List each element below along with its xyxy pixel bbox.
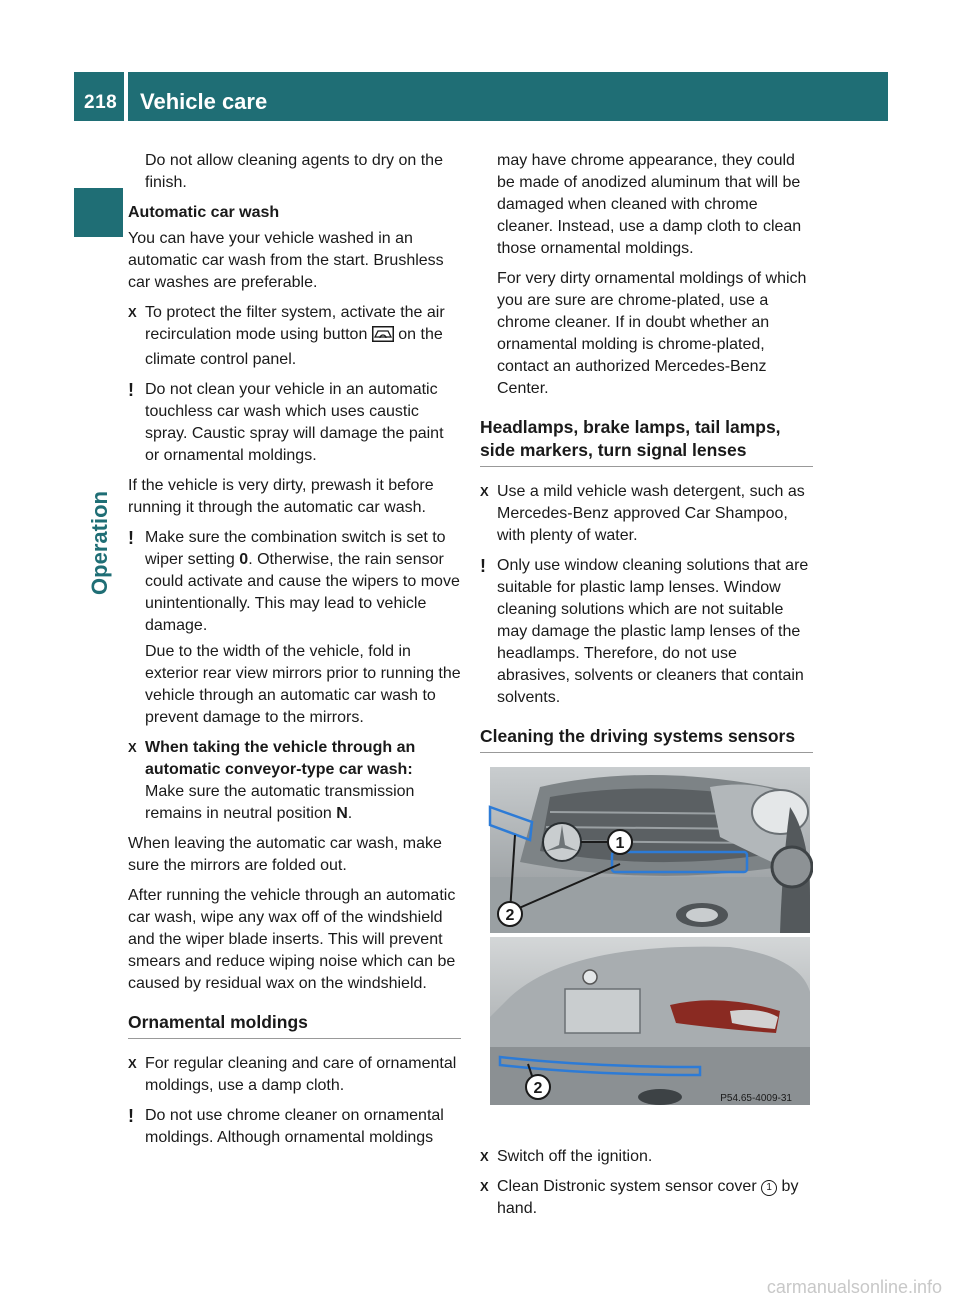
warning-icon: ! — [128, 1106, 134, 1126]
sensor-figure-image — [480, 767, 813, 1127]
right-column — [480, 150, 813, 1228]
instruction-text: Make sure the automatic transmission remains in neutral position — [145, 783, 415, 822]
instruction-item — [128, 302, 461, 371]
instruction-text: Switch off the ignition. — [497, 1148, 653, 1165]
header-divider — [124, 72, 128, 121]
callout-2-front: 2 — [505, 907, 515, 924]
paragraph: Do not allow cleaning agents to dry on the finish. — [145, 152, 443, 191]
side-tab — [80, 488, 120, 598]
warning-icon: ! — [480, 556, 486, 576]
wiper-setting-value: 0 — [239, 551, 249, 568]
instruction-item — [480, 1176, 813, 1220]
callout-1: 1 — [615, 835, 625, 852]
bullet-icon: X — [128, 1056, 137, 1071]
callout-2-rear: 2 — [533, 1080, 543, 1097]
warning-text: . Otherwise, the rain sensor could activate and cause the wipers to move unintentionally. This may lead to vehicle damage. — [145, 551, 460, 634]
sensor-figure — [480, 767, 813, 1134]
paragraph: may have chrome appearance, they could be made of anodized aluminum that will be damaged when cleaned with chrome cleaner. Instead, use a damp cloth to clean those ornamental moldings. — [497, 152, 802, 257]
paragraph: When leaving the automatic car wash, make sure the mirrors are folded out. — [128, 835, 442, 874]
section-title: Vehicle care — [140, 89, 268, 114]
heading-lamps: Headlamps, brake lamps, tail lamps, side markers, turn signal lenses — [480, 416, 813, 467]
bullet-icon: X — [480, 1179, 489, 1194]
instruction-text: To protect the filter system, activate the air recirculation mode using button — [145, 304, 445, 343]
sensor-cover-callout: 1 — [761, 1180, 777, 1196]
warning-item — [480, 555, 813, 709]
bullet-icon: X — [128, 740, 137, 755]
warning-icon: ! — [128, 528, 134, 548]
warning-item — [128, 1105, 461, 1149]
paragraph: You can have your vehicle washed in an automatic car wash from the start. Brushless car washes are preferable. — [128, 230, 444, 291]
warning-text: Do not clean your vehicle in an automatic touchless car wash which uses caustic spray. Caustic spray will damage the paint or ornamental moldings. — [145, 381, 444, 464]
instruction-text: Clean Distronic system sensor cover — [497, 1178, 757, 1195]
warning-item — [128, 379, 461, 467]
heading-sensors: Cleaning the driving systems sensors — [480, 725, 813, 753]
instruction-text: For regular cleaning and care of ornamental moldings, use a damp cloth. — [145, 1055, 457, 1094]
instruction-condition: When taking the vehicle through an automatic conveyor-type car wash: — [145, 739, 416, 778]
figure-code: P54.65-4009-31 — [720, 1093, 792, 1104]
warning-icon: ! — [128, 380, 134, 400]
paragraph: After running the vehicle through an automatic car wash, wipe any wax off of the windshield and the wiper blade inserts. This will prevent smears and reduce wiping noise which can be caused by residual wax on the windshield. — [128, 887, 456, 992]
left-column — [128, 150, 461, 1157]
neutral-position-value: N — [336, 805, 348, 822]
page-number: 218 — [84, 92, 118, 113]
instruction-item — [128, 737, 461, 825]
bullet-icon: X — [480, 1149, 489, 1164]
paragraph: If the vehicle is very dirty, prewash it before running it through the automatic car wash. — [128, 477, 434, 516]
instruction-item — [480, 481, 813, 547]
warning-text: Only use window cleaning solutions that are suitable for plastic lamp lenses. Window cleaning solutions which are not suitable may damage the plastic lamp lenses of the headlamps. Therefore, do not use abrasives, solvents or cleaners that contain solvents. — [497, 557, 809, 706]
warning-text: Make sure the combination switch is set to wiper setting — [145, 529, 446, 568]
side-tab-marker — [74, 188, 123, 237]
instruction-text: Use a mild vehicle wash detergent, such as Mercedes-Benz approved Car Shampoo, with plenty of water. — [497, 483, 805, 544]
instruction-text: on the climate control panel. — [145, 326, 443, 368]
warning-text: Do not use chrome cleaner on ornamental moldings. Although ornamental moldings — [145, 1107, 444, 1146]
side-tab-label: Operation — [87, 491, 112, 595]
bullet-icon: X — [480, 484, 489, 499]
watermark: carmanualsonline.info — [766, 1277, 942, 1297]
heading-ornamental-moldings: Ornamental moldings — [128, 1011, 461, 1039]
instruction-text: . — [347, 805, 353, 822]
instruction-text: by hand. — [497, 1178, 799, 1217]
warning-text: Due to the width of the vehicle, fold in exterior rear view mirrors prior to running the vehicle through an automatic car wash to prevent damage to the mirrors. — [145, 643, 461, 726]
recirculation-icon — [372, 326, 394, 349]
bullet-icon: X — [128, 305, 137, 320]
instruction-item — [480, 1146, 813, 1168]
warning-item — [128, 527, 461, 729]
subheading-automatic-car-wash: Automatic car wash — [128, 204, 280, 221]
instruction-item — [128, 1053, 461, 1097]
paragraph: For very dirty ornamental moldings of which you are sure are chrome-plated, use a chrome cleaner. If in doubt whether an ornamental molding is chrome-plated, contact an authorized Mercedes-Benz Center. — [497, 270, 807, 397]
